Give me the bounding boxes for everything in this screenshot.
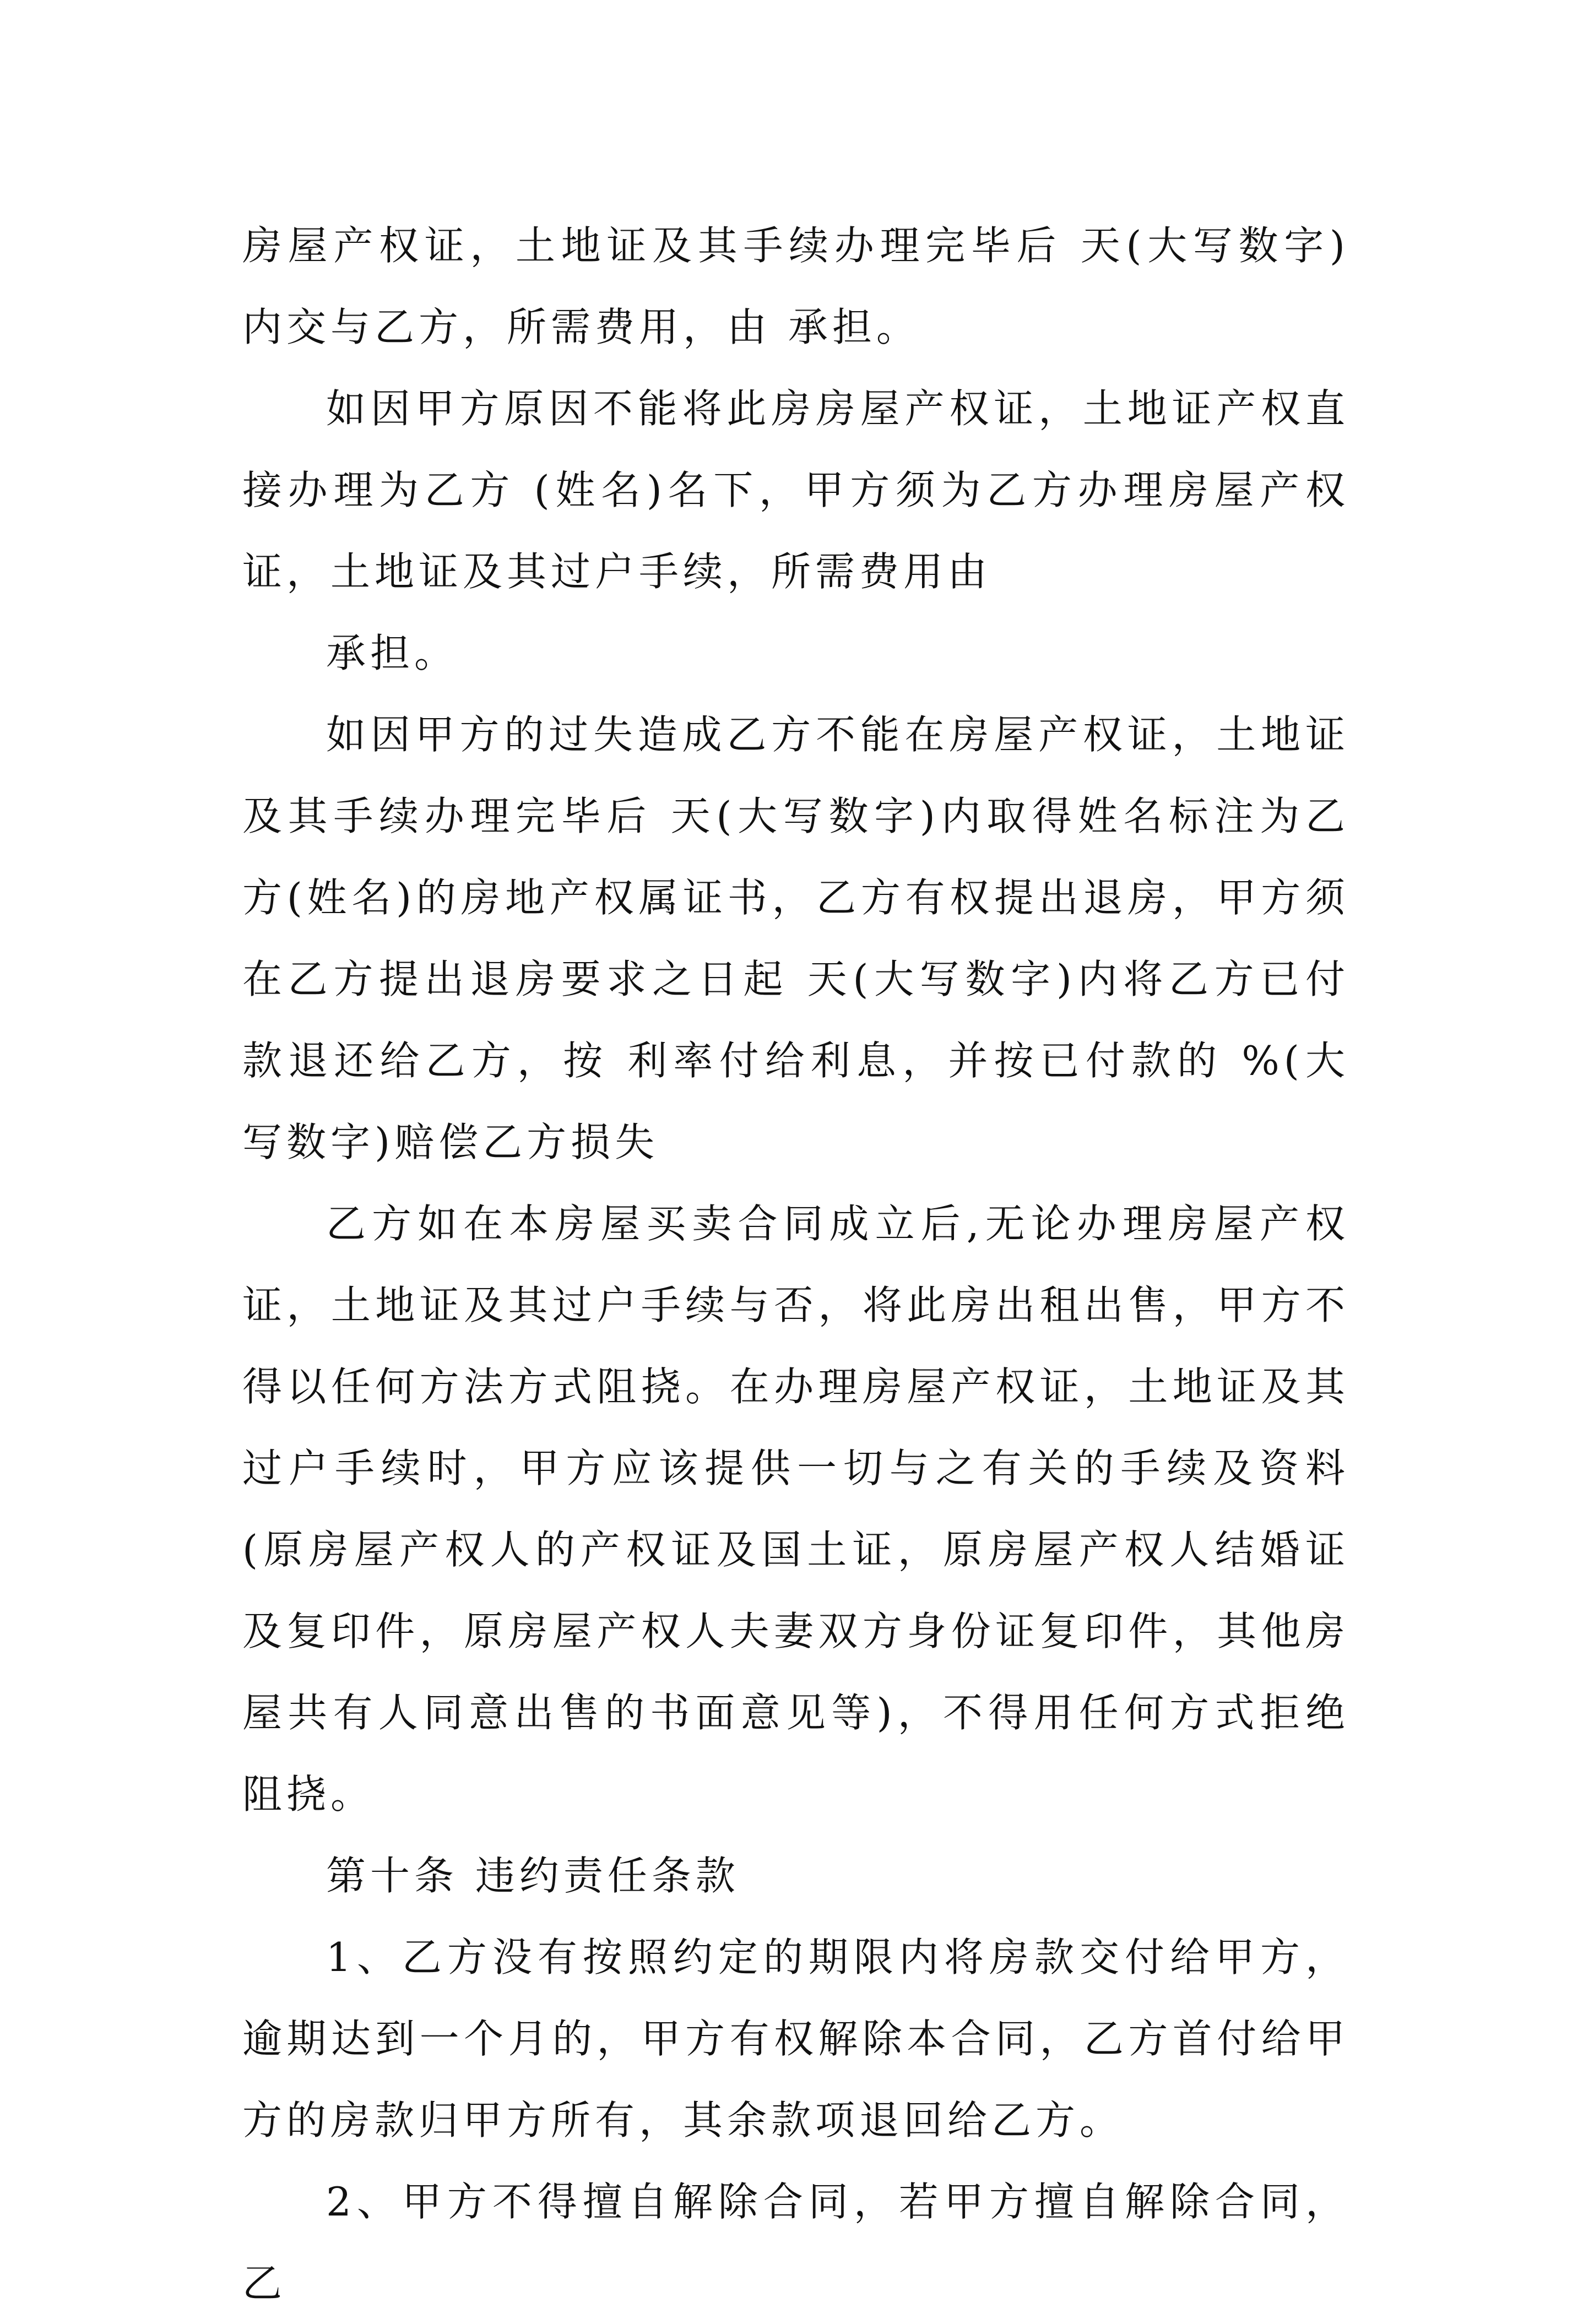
paragraph-refund-terms: 如因甲方的过失造成乙方不能在房屋产权证，土地证及其手续办理完毕后 天(大写数字)内取得姓名标注为乙方(姓名)的房地产权属证书，乙方有权提出退房，甲方须在乙方提出退房要求之日起 天(大写数字)内将乙方已付款退还给乙方，按 利率付给利息，并按已付款的 %(大写数字)赔偿乙方损失 xyxy=(242,712,1349,1165)
clause-1: 1、乙方没有按照约定的期限内将房款交付给甲方，逾期达到一个月的，甲方有权解除本合同，乙方首付给甲方的房款归甲方所有，其余款项退回给乙方。 xyxy=(242,1934,1349,2143)
clause-2: 2、甲方不得擅自解除合同，若甲方擅自解除合同，乙 xyxy=(242,2179,1349,2306)
paragraph-certificate-delivery: 房屋产权证，土地证及其手续办理完毕后 天(大写数字)内交与乙方，所需费用，由 承担。 xyxy=(242,222,1349,350)
paragraph-buyer-rights: 乙方如在本房屋买卖合同成立后,无论办理房屋产权证，土地证及其过户手续与否，将此房出租出售，甲方不得以任何方法方式阻挠。在办理房屋产权证，土地证及其过户手续时，甲方应该提供一切与之有关的手续及资料(原房屋产权人的产权证及国土证，原房屋产权人结婚证及复印件，原房屋产权人夫妻双方身份证复印件，其他房屋共有人同意出售的书面意见等)，不得用任何方式拒绝阻挠。 xyxy=(242,1201,1349,1817)
paragraph-bear-cost: 承担。 xyxy=(326,630,459,676)
document-body xyxy=(242,205,1349,2324)
paragraph-seller-fault-transfer: 如因甲方原因不能将此房房屋产权证，土地证产权直接办理为乙方 (姓名)名下，甲方须为乙方办理房屋产权证，土地证及其过户手续，所需费用由 xyxy=(242,385,1349,595)
section-heading-article-10: 第十条 违约责任条款 xyxy=(326,1853,740,1899)
